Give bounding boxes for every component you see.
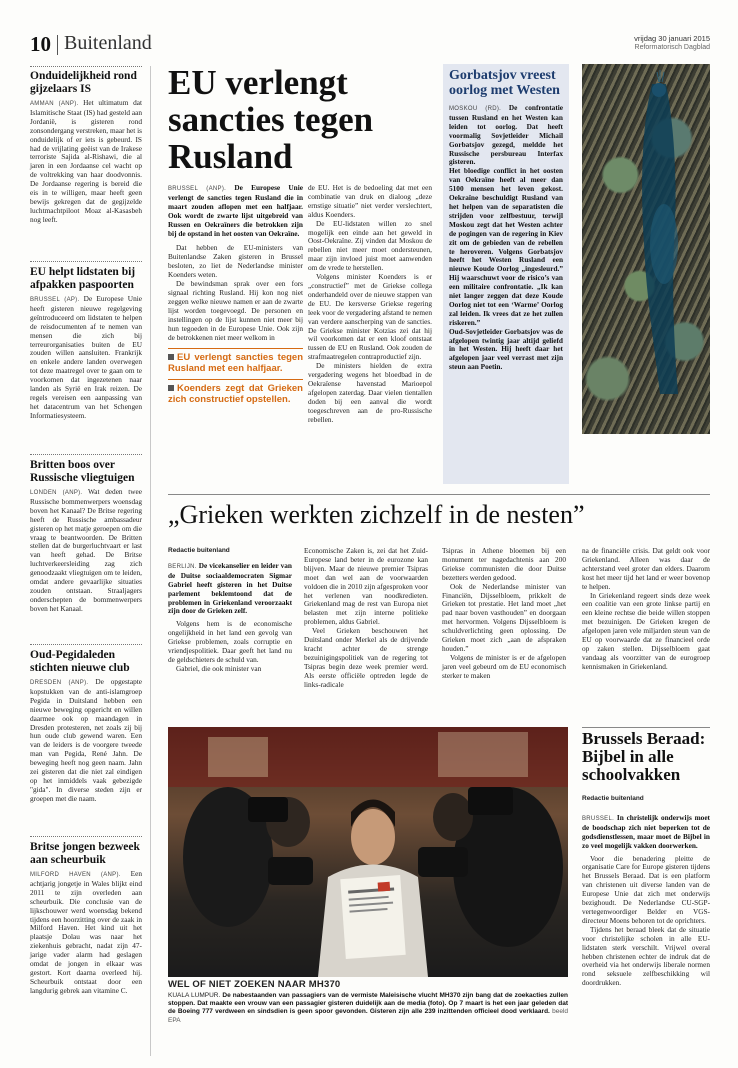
brief-dateline: MILFORD HAVEN (ANP). — [30, 872, 121, 878]
grieken-paragraph: Gabriel, die ook minister van — [176, 663, 262, 673]
grieken-paragraph: Volgens de minister is er de afgelopen jaren veel gebeurd om de EU economisch sterker te maken — [442, 652, 566, 680]
main-paragraph: De bewindsman sprak over een fors signaal richting Rusland. Hij kon nog niet zeggen welke nieuwe namen er aan de zwarte lijst worden toegevoegd. De personen en instellingen op de lijst kunnen niet meer bij hun tegoeden in de Europese Unie. Ook zijn de betrokkenen niet meer welkom in — [168, 279, 303, 342]
header-paper: Reformatorisch Dagblad — [634, 44, 710, 51]
header-date: vrijdag 30 januari 2015 — [634, 34, 710, 43]
grieken-col1 — [168, 547, 292, 674]
gorbatsjov-text: Het bloedige conflict in het oosten van Oekraïne heeft al meer dan 5100 mensen het leven gekost. Oekraïne beschuldigt Rusland van het helpen van de separatisten die strijden voor zelfbestuur, terwijl Moskou zegt dat het Westen achter de pogingen van de regering in Kiev zit om de gebieden van de rebellen te heroveren. Volgens Gorbatsjov heeft het Westen Rusland een nieuwe Koude Oorlog „ingesleurd.” Hij waarschuwt voor de risico’s van een militaire confrontatie. „Ik kan niet langer zeggen dat deze Koude Oorlog niet tot een ‘Warme’ Oorlog zal leiden. Ik vrees dat ze het zullen riskeren.” — [449, 166, 563, 327]
pull-quote: Koenders zegt dat Grieken zich constructief opstellen. — [168, 383, 303, 405]
brief-text: Het ultimatum dat Islamitische Staat (IS) had gesteld aan Jordanië, is gisteren rond zonsondergang verstreken, maar het is onduidelijk of er iets is gebeurd. IS had de vrijlating geëist van de Irakese terroriste Sajida al-Rishawi, die al jaren in een Jordaanse cel wacht op de voltrekking van haar doodvonnis. De Jordaanse regering is bereid die eis in te willigen, maar heeft geen bewijs gekregen dat de gegijzelde luchtmachtpiloot Moaz al-Kasasbeh nog leeft. — [30, 98, 142, 224]
brussels-headline: Brussels Beraad: Bijbel in alle schoolvakken — [582, 729, 706, 784]
brief-1 — [30, 70, 142, 225]
main-paragraph: De EU-lidstaten willen zo snel mogelijk een einde aan het geweld in Oost-Oekraïne. Zij vinden dat Moskou de rebellen niet meer moet ondersteunen, maar zijn invloed juist moet aanwenden om de vrede te herstellen. — [308, 218, 432, 273]
grieken-byline: Redactie buitenland — [168, 547, 230, 554]
grieken-paragraph: Tsipras in Athene bloemen bij een monument ter nagedachtenis aan 200 Griekse communisten die door Duitse bezetters werden gedood. — [442, 546, 566, 582]
photo-credit: beeld EPA — [168, 1008, 568, 1024]
brussels-paragraph: Voor die benadering pleitte de organisatie Care for Europe gisteren tijdens het Brussels Beraad. Dat is een platform van christenen uit diverse landen van de Europese Unie dat zich met onderwijs bezighoudt. De Nederlandse CU-SGP-vertegenwoordiger Belder en VGS-directeur Moens behoren tot de oprichters. — [582, 853, 710, 925]
press-crowd-illustration — [168, 727, 568, 977]
main-story-col1 — [168, 184, 303, 405]
section-title: Buitenland — [64, 32, 152, 54]
header-divider — [57, 35, 58, 55]
grieken-paragraph: Volgens hem is de economische ongelijkheid in het land een gevolg van Griekse problemen, zoals corruptie en vriendjespolitiek. Daar geeft het land nu de geldschieters de schuld van. — [168, 619, 292, 664]
caption-title: WEL OF NIET ZOEKEN NAAR MH370 — [168, 979, 341, 990]
peacock-photo — [582, 64, 710, 434]
main-headline: EU verlengt sancties tegen Rusland — [168, 63, 374, 176]
main-paragraph: De ministers hielden de extra vergadering wegens het bloedbad in de Oekraïense havenstad Marioepol afgelopen zaterdag. Daar vielen tientallen doden bij een aanval die wordt toegeschreven aan de pro-Russische rebellen. — [308, 361, 432, 424]
main-paragraph: Volgens minister Koenders is er „constructief” met de Griekse collega onderhandeld over de nieuwe stappen van de EU. De kersverse Griekse regering leek voor de vergadering afstand te nemen van verdere aanscherping van de sancties. De Griekse minister Kotzias zei dat hij wil voorkomen dat er een kloof ontstaat tussen de EU en Rusland. Ook zouden de strafmaatregelen contraproductief zijn. — [308, 272, 432, 362]
brief-dateline: LONDEN (ANP). — [30, 490, 83, 496]
brief-title: Onduidelijkheid rond gijzelaars IS — [30, 70, 137, 95]
brussels-article — [582, 795, 710, 988]
grieken-paragraph: Veel Grieken beschouwen het Duitsland onder Merkel als de drijvende kracht achter de strenge bezuinigingspolitiek van de regering tot Tsipras begin deze week premier werd. Als eerste officiële optreden legde de links-radicale — [304, 626, 428, 689]
brussels-paragraph: Tijdens het beraad bleek dat de situatie voor christelijke scholen in alle EU-lidstaten sterk verschilt. Vrijwel overal hebben christenen echter de indruk dat de overheid via het onderwijs liberale normen rond seksuele zelfbeschikking wil doordrukken. — [582, 924, 710, 988]
grieken-paragraph: Ook de Nederlandse minister van Financiën, Dijsselbloem, prikkelt de Grieken tot prestatie. Het land moet „het pad naar boven vasthouden” en doorgaan met hervormen. Volgens Dijsselbloem is schuldverlichting geen oplossing. De Grieken moet zich „aan de afspraken houden.” — [442, 581, 566, 653]
brief-4 — [30, 649, 142, 804]
caption-text: De nabestaanden van passagiers van de vermiste Maleisische vlucht MH370 zijn bang dat de zoekacties zullen stoppen. Dat maakte een vrouw van een passagier gisteren duidelijk aan de media (foto). Op 7 maart is het een jaar geleden dat de Boeing 777 verdween en sindsdien is geen spoor gevonden. Gisteren zijn alle 239 inzittenden officieel dood verklaard. — [168, 991, 568, 1016]
grieken-dateline: BERLIJN. — [168, 563, 197, 570]
brief-text: Een achtjarig jongetje in Wales blijkt eind 2011 te zijn overleden aan scheurbuik. Die conclusie van de lijkschouwer werd woensdag bekend tijdens een hoorzitting over de zaak in Milford Haven. Het kind uit het plaatsje Dolau was naar het ziekenhuis gebracht, nadat zijn 47-jarige vader alarm had geslagen omdat de jongen in elkaar was gestort. Kort daarna overleed hij. Scheurbuik ontstaat door een langdurig gebrek aan vitamine C. — [30, 869, 143, 995]
page-header — [30, 32, 710, 62]
brussels-lead: In christelijk onderwijs moet de boodschap zich niet beperken tot de godsdienstlessen, maar moet de Bijbel in zo veel mogelijk vakken doorwerken. — [582, 812, 710, 850]
brief-text: De Europese Unie heeft gisteren nieuwe regelgeving geïntroduceerd om lidstaten te helpen de reisdocumenten af te nemen van mensen die zich bij terreurorganisaties buiten de EU zouden willen aansluiten. Frankrijk en enkele andere landen overwegen tot deze maatregel over te gaan om te voorkomen dat ingezetenen naar landen als Syrië en Irak reizen. De regels vereisen een aanpassing van het datacentrum van het Schengen Informatiesysteem. — [30, 294, 142, 420]
brief-2 — [30, 266, 142, 421]
brief-title: Oud-Pegidaleden stichten nieuwe club — [30, 649, 130, 674]
grieken-col2 — [304, 547, 428, 690]
brief-title: EU helpt lidstaten bij afpakken paspoorten — [30, 266, 136, 291]
brief-dateline: BRUSSEL (AP). — [30, 297, 80, 303]
brief-title: Britten boos over Russische vliegtuigen — [30, 459, 135, 484]
main-paragraph: Dat hebben de EU-ministers van Buitenlandse Zaken gisteren in Brussel besloten, zo liet de Nederlandse minister Koenders weten. — [168, 243, 303, 280]
brief-text: De opgestapte kopstukken van de anti-islamgroep Pegida in Duitsland hebben een nieuwe beweging opgericht en willen daarmee ook op maandagen in Dresden protesteren, net zoals zij bij hun oude club gewend waren. Een van de leiders is de voorgere tweede man van Pegida, René Jahn. De beweging heeft nog geen naam. Jahn zei gisteren dat die niet zal eindigen op het inmiddels vaak gebezigde "gida". In diverse steden zijn er groepen met die naam. — [30, 677, 142, 803]
caption-dateline: KUALA LUMPUR. — [168, 991, 221, 999]
brief-dateline: DRESDEN (ANP). — [30, 680, 89, 686]
grieken-headline: „Grieken werkten zichzelf in de nesten” — [168, 500, 585, 529]
brussels-byline: Redactie buitenland — [582, 795, 644, 802]
brief-5 — [30, 841, 142, 996]
brief-3 — [30, 459, 142, 614]
page-number: 10 — [30, 32, 51, 56]
main-story-col2 — [308, 184, 432, 424]
brief-dateline: AMMAN (ANP). — [30, 101, 79, 107]
grieken-paragraph: Economische Zaken is, zei dat het Zuid-Europese land beter in de eurozone kan blijven. Maar de nieuwe premier Tsipras moet dan wel aan de voorwaarden voldoen die in 2010 zijn afgesproken voor het verlenen van noodkredieten. Griekenland mag de rest van Europa niet belasten met zijn interne politieke problemen, aldus Gabriel. — [304, 546, 428, 627]
gorbatsjov-headline: Gorbatsjov vreest oorlog met Westen — [449, 68, 560, 98]
main-lead: De Europese Unie verlengt de sancties tegen Rusland die in maart zouden aflopen met een halfjaar. Ook wordt de zwarte lijst uitgebreid van Russen en Oekraïners die betrokken zijn bij de opstand in het oosten van Oekraïne. — [168, 183, 304, 238]
brussels-dateline: BRUSSEL. — [582, 815, 615, 822]
pull-quote: EU verlengt sancties tegen Rusland met een halfjaar. — [168, 352, 303, 374]
brief-title: Britse jongen bezweek aan scheurbuik — [30, 841, 140, 866]
peacock-illustration — [582, 64, 710, 434]
gorbatsjov-box — [443, 64, 569, 484]
gorbatsjov-dateline: MOSKOU (RD). — [449, 106, 502, 112]
brief-text: Wat deden twee Russische bommenwerpers woensdag boven het Kanaal? De Britse regering heeft de Russische ambassadeur gisteren op het matje geroepen om die vraag te beantwoorden. De Britten stellen dat de burgerluchtvaart er last van heeft gehad. De Britse luchtverkeersleiding zag zich genoodzaakt vliegtuigen om te leiden, omdat andere gevaarlijke situaties zouden ontstaan. Straaljagers onderschepten de bommenwerpers boven het Kanaal. — [30, 487, 143, 613]
main-dateline: BRUSSEL (ANP). — [168, 186, 227, 192]
grieken-col4 — [582, 547, 710, 672]
main-paragraph: de EU. Het is de bedoeling dat met een combinatie van druk en dialoog „deze ernstige situatie” niet verder verslechtert, aldus Koenders. — [308, 183, 432, 219]
grieken-paragraph: In Griekenland regeert sinds deze week een coalitie van een grote linkse partij en een kleine rechtse die beide willen stoppen met bezuinigen. De Grieken kregen de afgelopen jaren vele miljarden steun van de EU op voorwaarde dat ze financieel orde op zaken stellen. Dijsselbloem gaat vandaag als voorzitter van de eurogroep kennismaken in Griekenland. — [582, 590, 710, 671]
mh370-photo — [168, 727, 568, 977]
grieken-col3 — [442, 547, 566, 681]
mh370-caption — [168, 981, 568, 1025]
gorbatsjov-text: De confrontatie tussen Rusland en het Westen kan leiden tot oorlog. Dat heeft voormalig Sovjetleider Michail Gorbatsjov gezegd, meldde het Russische persbureau Interfax gisteren. — [449, 103, 564, 167]
grieken-paragraph: na de financiële crisis. Dat geldt ook voor Griekenland. Alleen was daar de achterstand veel groter dan elders. Daarom kost het meer tijd het land er weer bovenop te helpen. — [582, 546, 710, 591]
gorbatsjov-text: Oud-Sovjetleider Gorbatsjov was de afgelopen twintig jaar altijd geliefd in het Westen. Hij heeft daar het afgelopen jaar veel verrast met zijn steun aan Poetin. — [449, 326, 563, 372]
grieken-lead: De vicekanselier en leider van de Duitse sociaaldemocraten Sigmar Gabriel heeft gisteren in het Duitse parlement beklemtoond dat de problemen in Griekenland veroorzaakt zijn door de Grieken zelf. — [168, 560, 292, 616]
